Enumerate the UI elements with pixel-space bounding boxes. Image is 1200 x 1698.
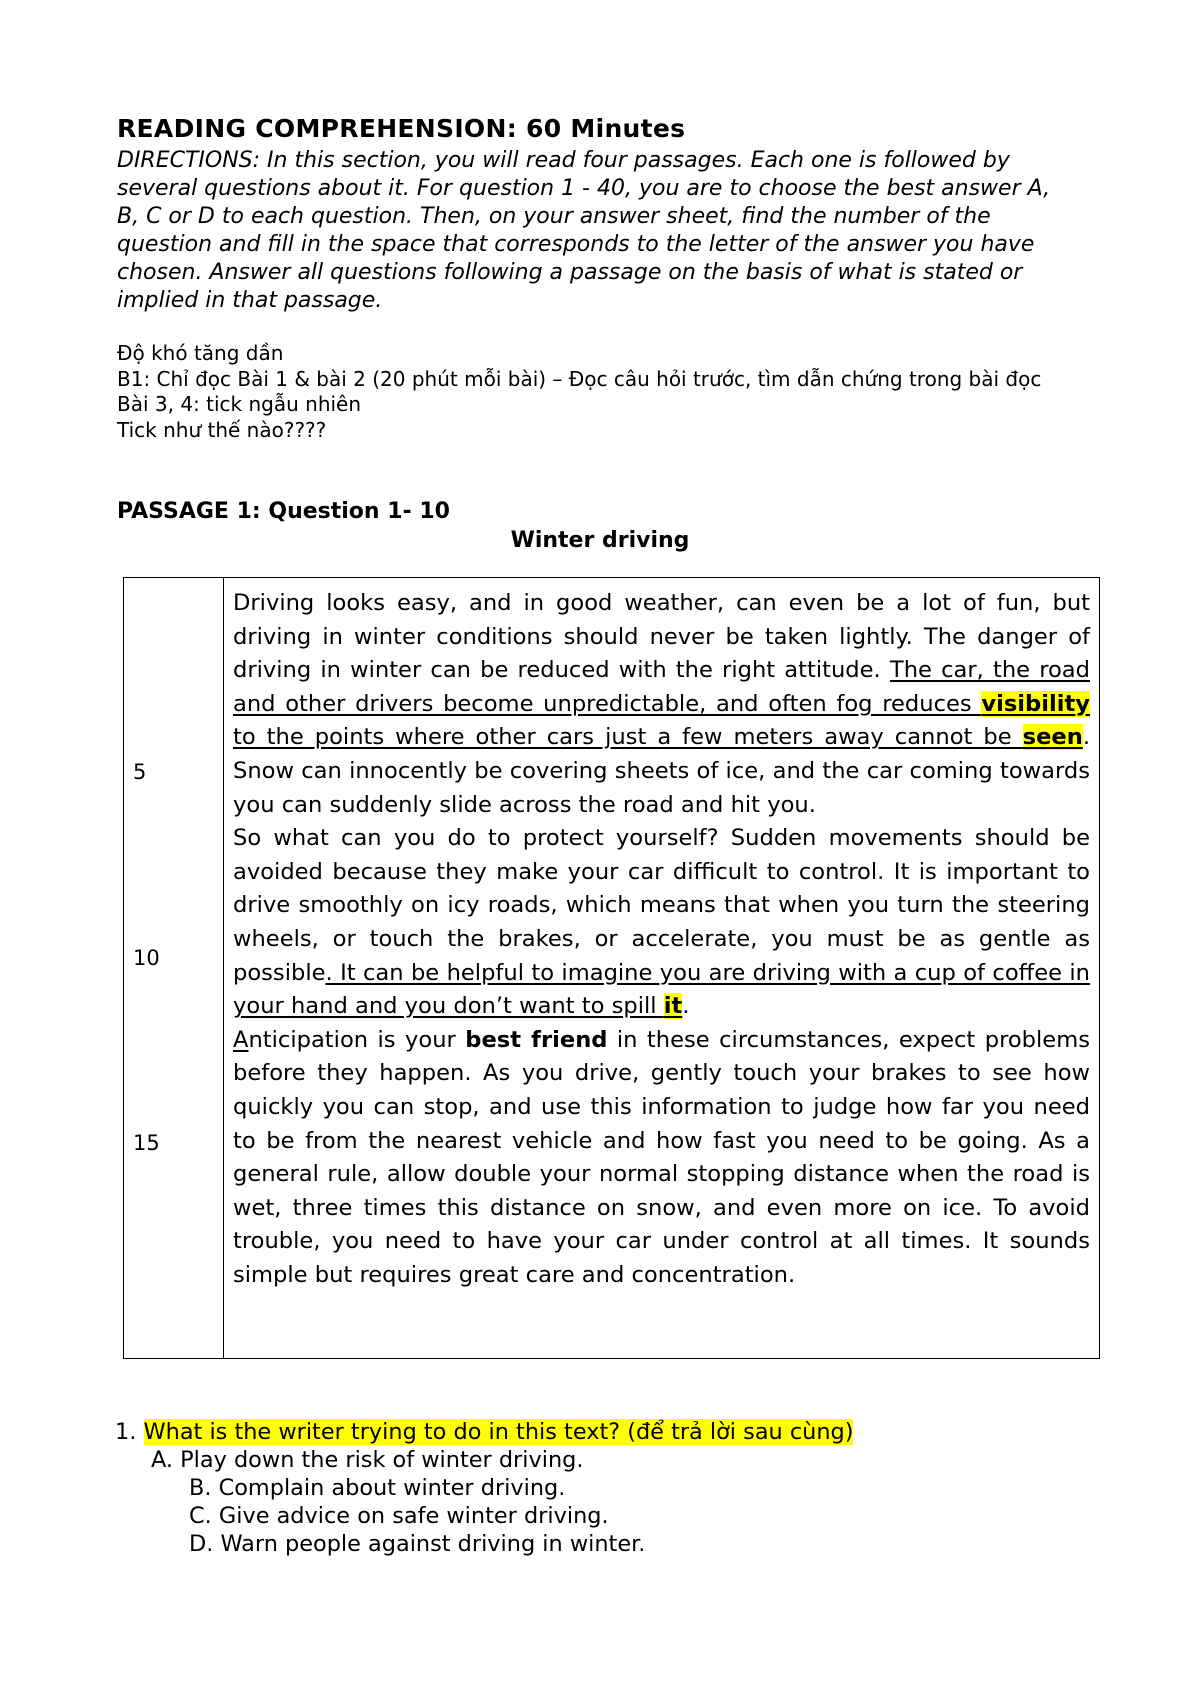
text-run: in these circumstances, expect problems before they happen. As you drive, gently touch your brakes to see how quickly you can stop, and use this information to judge how far you need to be from the nearest vehicle and how fast you need to be going. As a general rule, allow double your normal stopping distance when the road is wet, three times this distance on snow, and even more on ice. To avoid trouble, you need to have your car under control at all times. It sounds simple but requires great care and concentration. bbox=[233, 1026, 1090, 1288]
table-divider bbox=[223, 578, 224, 1358]
text-run: Driving looks easy, and in good weather, can even be a lot of fun, but driving in winter conditions should never be taken lightly. The danger of driving in winter can be reduced with the right attitude. bbox=[233, 590, 1090, 684]
paragraph-2 bbox=[233, 822, 1090, 1024]
text-run: . It can be helpful to imagine you are driving with a cup of coffee in your hand and you don’t want to spill bbox=[233, 959, 1090, 1020]
passage-label: PASSAGE 1: Question 1- 10 bbox=[117, 499, 450, 524]
paragraph-1 bbox=[233, 587, 1090, 822]
note-line: B1: Chỉ đọc Bài 1 & bài 2 (20 phút mỗi bài) – Đọc câu hỏi trước, tìm dẫn chứng trong bài đọc bbox=[117, 366, 1042, 391]
note-line: Độ khó tăng dần bbox=[117, 341, 284, 365]
answer-option-d[interactable]: D. Warn people against driving in winter. bbox=[189, 1531, 646, 1557]
highlighted-word: visibility bbox=[981, 690, 1090, 717]
question-text: What is the writer trying to do in this text? (để trả lời sau cùng) bbox=[143, 1419, 854, 1445]
answer-option-a[interactable]: A. Play down the risk of winter driving. bbox=[151, 1447, 584, 1473]
passage-table bbox=[123, 577, 1100, 1359]
question-stem bbox=[115, 1418, 853, 1446]
text-run: nticipation is your bbox=[248, 1026, 466, 1053]
text-run: The car, the road and other drivers become unpredictable, and often fog reduces bbox=[233, 657, 1090, 717]
question-number: 1. bbox=[115, 1419, 137, 1445]
text-run: So what can you do to protect yourself? Sudden movements should be avoided because they make your car difficult to control. It is important to drive smoothly on icy roads, which means that when you turn the steering wheels, or touch the brakes, or accelerate, you must be as gentle as possible bbox=[233, 825, 1090, 986]
passage-title: Winter driving bbox=[510, 528, 690, 553]
highlighted-word: seen bbox=[1022, 724, 1083, 751]
text-run: . Snow can innocently be covering sheets of ice, and the car coming towards you can suddenly slide across the road and hit you. bbox=[233, 724, 1090, 818]
line-number-15: 15 bbox=[133, 1131, 160, 1155]
section-heading: READING COMPREHENSION: 60 Minutes bbox=[117, 114, 686, 143]
underlined-letter: A bbox=[233, 1026, 249, 1053]
underlined-text bbox=[233, 960, 1090, 1020]
text-run: to the points where other cars just a few meters away cannot be bbox=[233, 724, 1023, 751]
bold-phrase: best friend bbox=[465, 1026, 608, 1053]
line-number-5: 5 bbox=[133, 760, 147, 784]
text-run: . bbox=[682, 993, 690, 1020]
directions-text: DIRECTIONS: In this section, you will read four passages. Each one is followed by several questions about it. For question 1 - 40, you are to choose the best answer A, B, C or D to each question. Then, on your answer sheet, find the number of the question and fill in the space that corresponds to the letter of the answer you have chosen. Answer all questions following a passage on the basis of what is stated or implied in that passage. bbox=[117, 148, 1051, 313]
question-1 bbox=[115, 1418, 853, 1558]
paragraph-3 bbox=[233, 1024, 1090, 1293]
note-line: Tick như thế nào???? bbox=[117, 417, 327, 442]
study-notes bbox=[117, 341, 1077, 443]
passage-text bbox=[233, 587, 1090, 1292]
highlighted-word: it bbox=[663, 993, 683, 1020]
line-number-10: 10 bbox=[133, 946, 160, 970]
answer-option-c[interactable]: C. Give advice on safe winter driving. bbox=[189, 1503, 609, 1529]
note-line: Bài 3, 4: tick ngẫu nhiên bbox=[117, 392, 362, 416]
answer-option-b[interactable]: B. Complain about winter driving. bbox=[189, 1475, 566, 1501]
